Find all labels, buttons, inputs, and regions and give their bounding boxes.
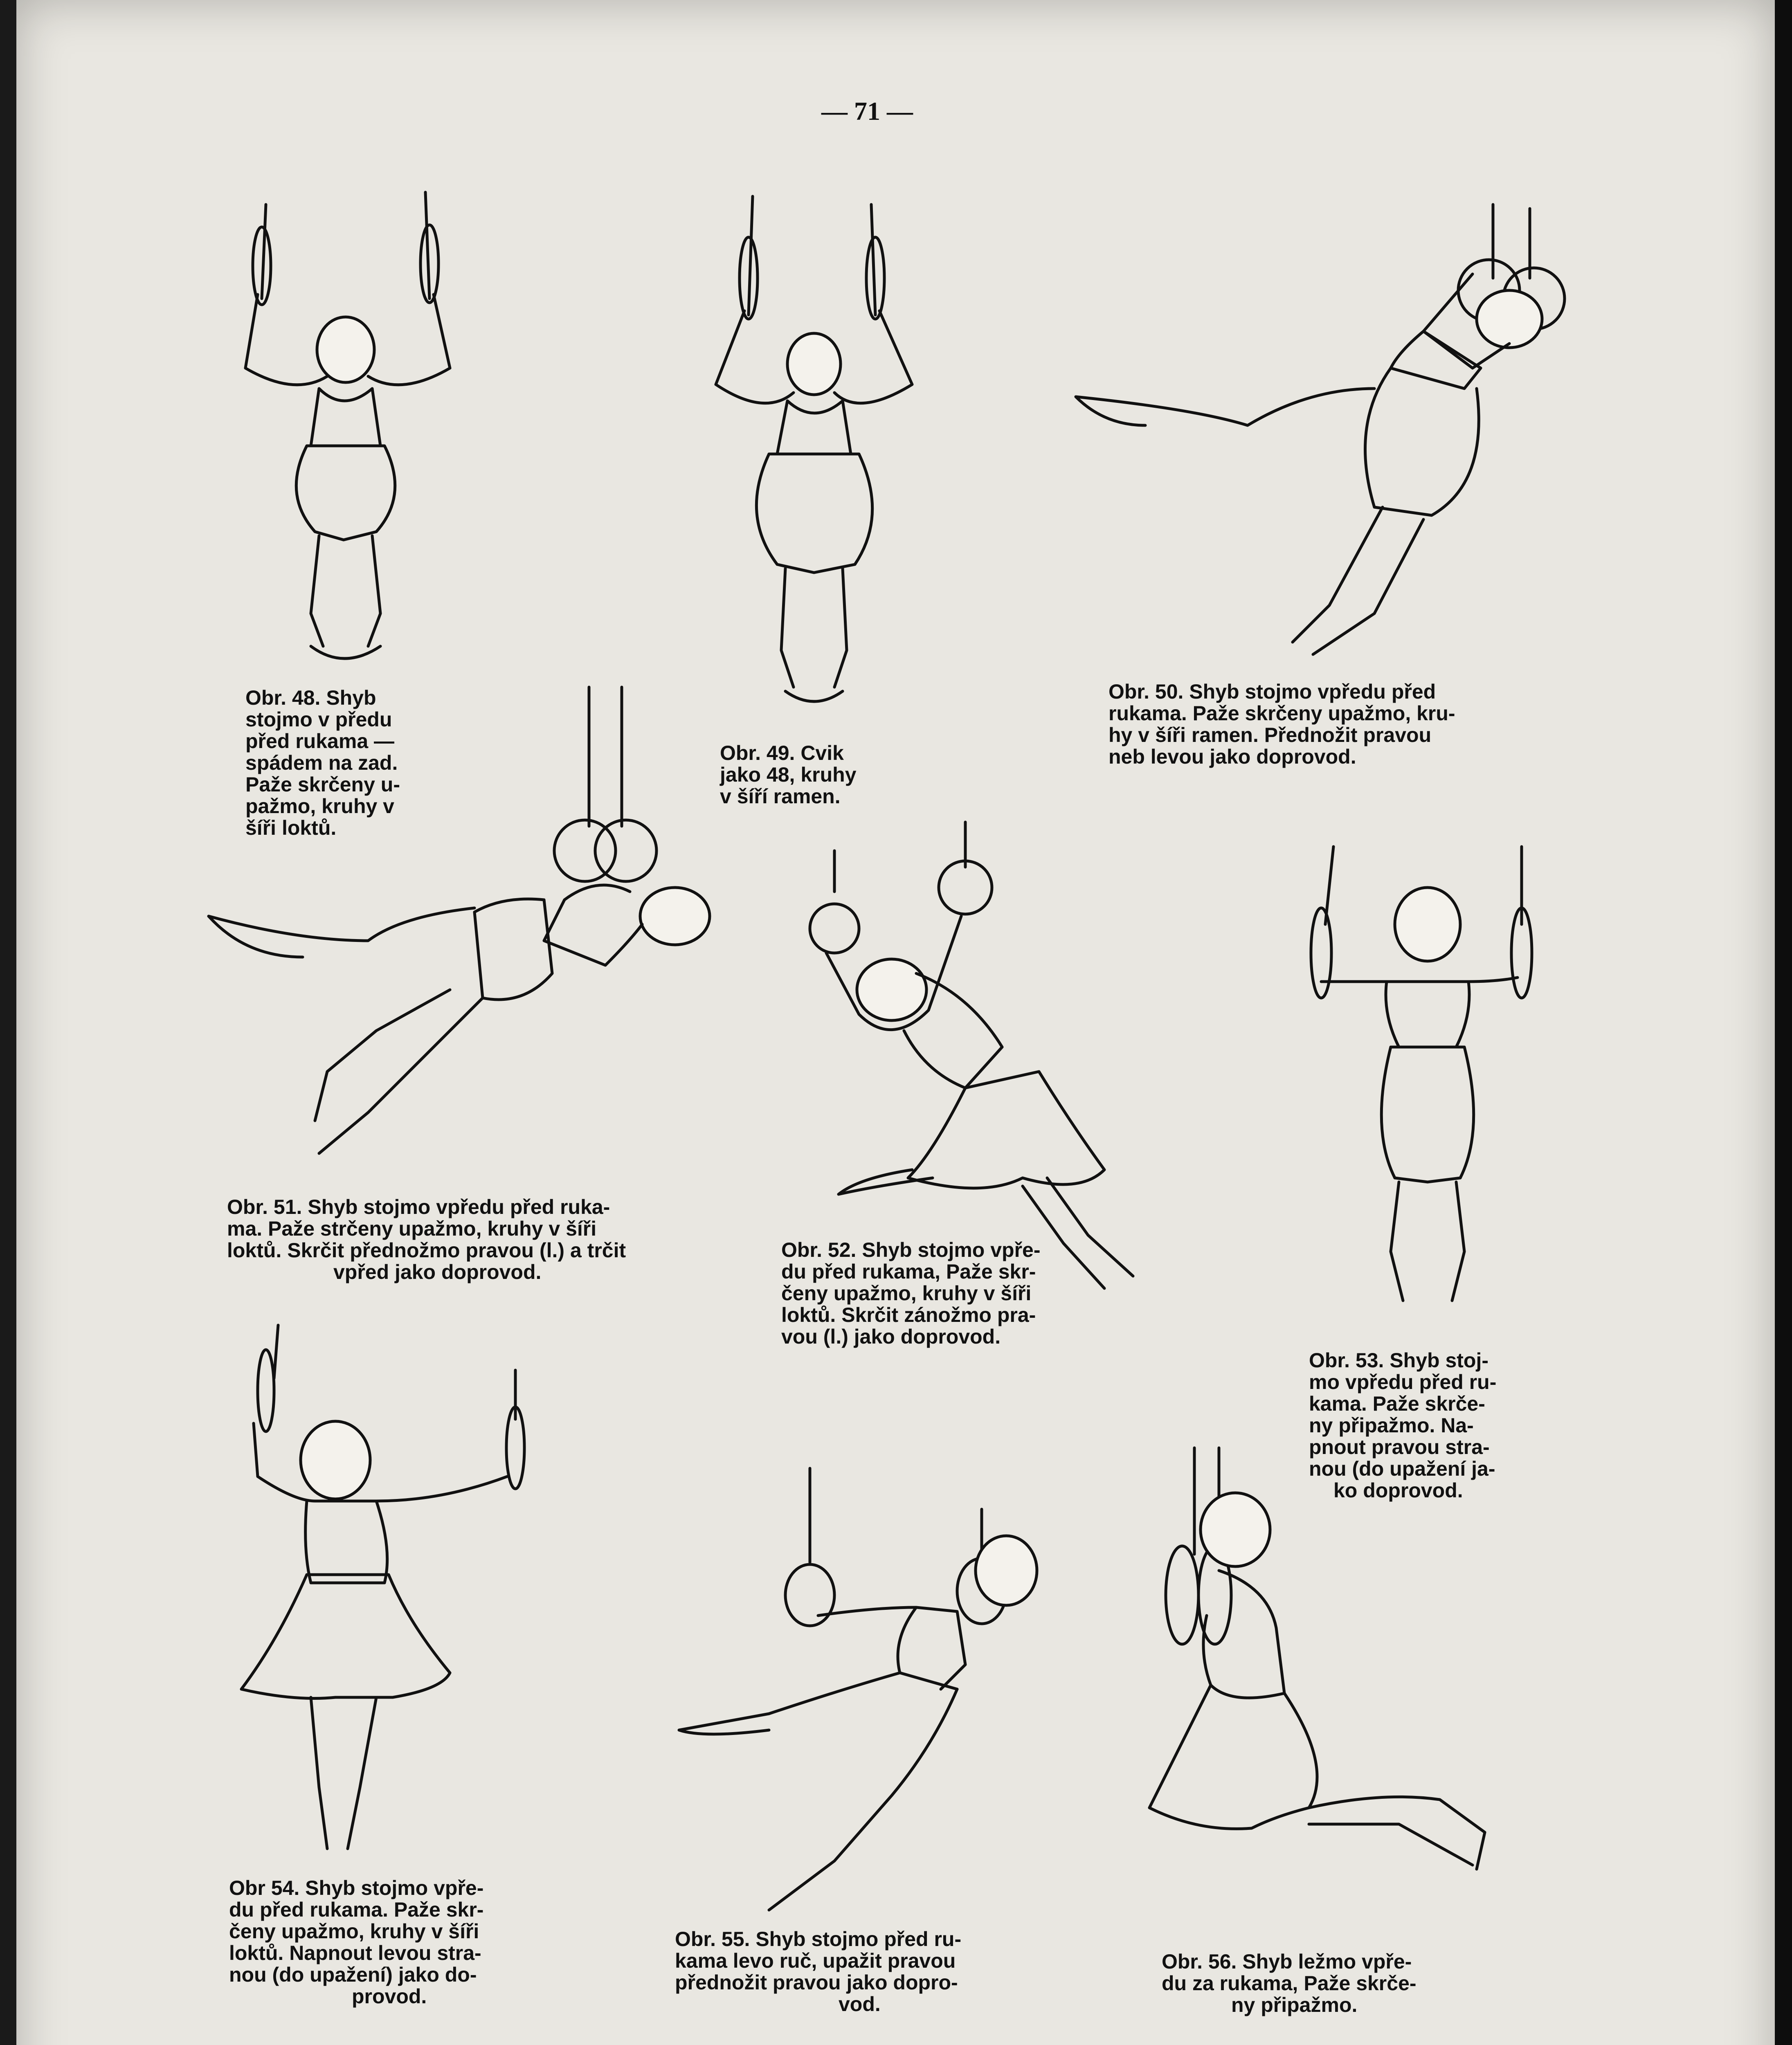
page-number: — 71 — [821, 97, 913, 126]
figure-48-illustration [221, 184, 483, 687]
figure-53-caption: Obr. 53. Shyb stoj- mo vpředu před ru- kama. Paže skrče- ny připažmo. Na- pnout pravou stra- nou (do upažení ja- ko doprovod. [1309, 1349, 1497, 1502]
figure-54-caption: Obr 54. Shyb stojmo vpře- du před rukama. Paže skr- čeny upažmo, kruhy v šíři loktů. Napnout levou stra- nou (do upažení) jako do- provod. [229, 1876, 484, 2008]
figure-55-illustration [646, 1460, 1055, 1926]
figure-51-caption: Obr. 51. Shyb stojmo vpředu před ruka- ma. Paže strčeny upažmo, kruhy v šíři loktů. Skrčit přednožmo pravou (l.) a trčit vpřed jako doprovod. [227, 1196, 626, 1283]
scan-edge [1775, 0, 1792, 2045]
figure-54-illustration [213, 1321, 556, 1877]
figure-49-illustration [695, 188, 949, 716]
figure-56-illustration [1137, 1440, 1505, 1922]
figure-50-caption: Obr. 50. Shyb stojmo vpředu před rukama. Paže skrčeny upažmo, kru- hy v šíři ramen. Přednožit pravou neb levou jako doprovod. [1108, 680, 1455, 768]
figure-53-illustration [1276, 843, 1563, 1329]
book-page [16, 0, 1775, 2045]
figure-56-caption: Obr. 56. Shyb ležmo vpře- du za rukama, Paže skrče- ny připažmo. [1162, 1950, 1417, 2016]
figure-55-caption: Obr. 55. Shyb stojmo před ru- kama levo ruč, upažit pravou přednožit pravou jako dopro- vod. [675, 1928, 962, 2016]
figure-51-illustration [196, 679, 724, 1194]
figure-49-caption: Obr. 49. Cvik jako 48, kruhy v šíří ramen. [720, 742, 857, 808]
figure-52-caption: Obr. 52. Shyb stojmo vpře- du před rukama, Paže skr- čeny upažmo, kruhy v šíři loktů. Skrčit zánožmo pra- vou (l.) jako doprovod. [781, 1238, 1041, 1348]
figure-48-caption: Obr. 48. Shyb stojmo v předu před rukama — spádem na zad. Paže skrčeny u- pažmo, kruhy v šíři loktů. [245, 686, 400, 839]
figure-50-illustration [1064, 196, 1583, 667]
